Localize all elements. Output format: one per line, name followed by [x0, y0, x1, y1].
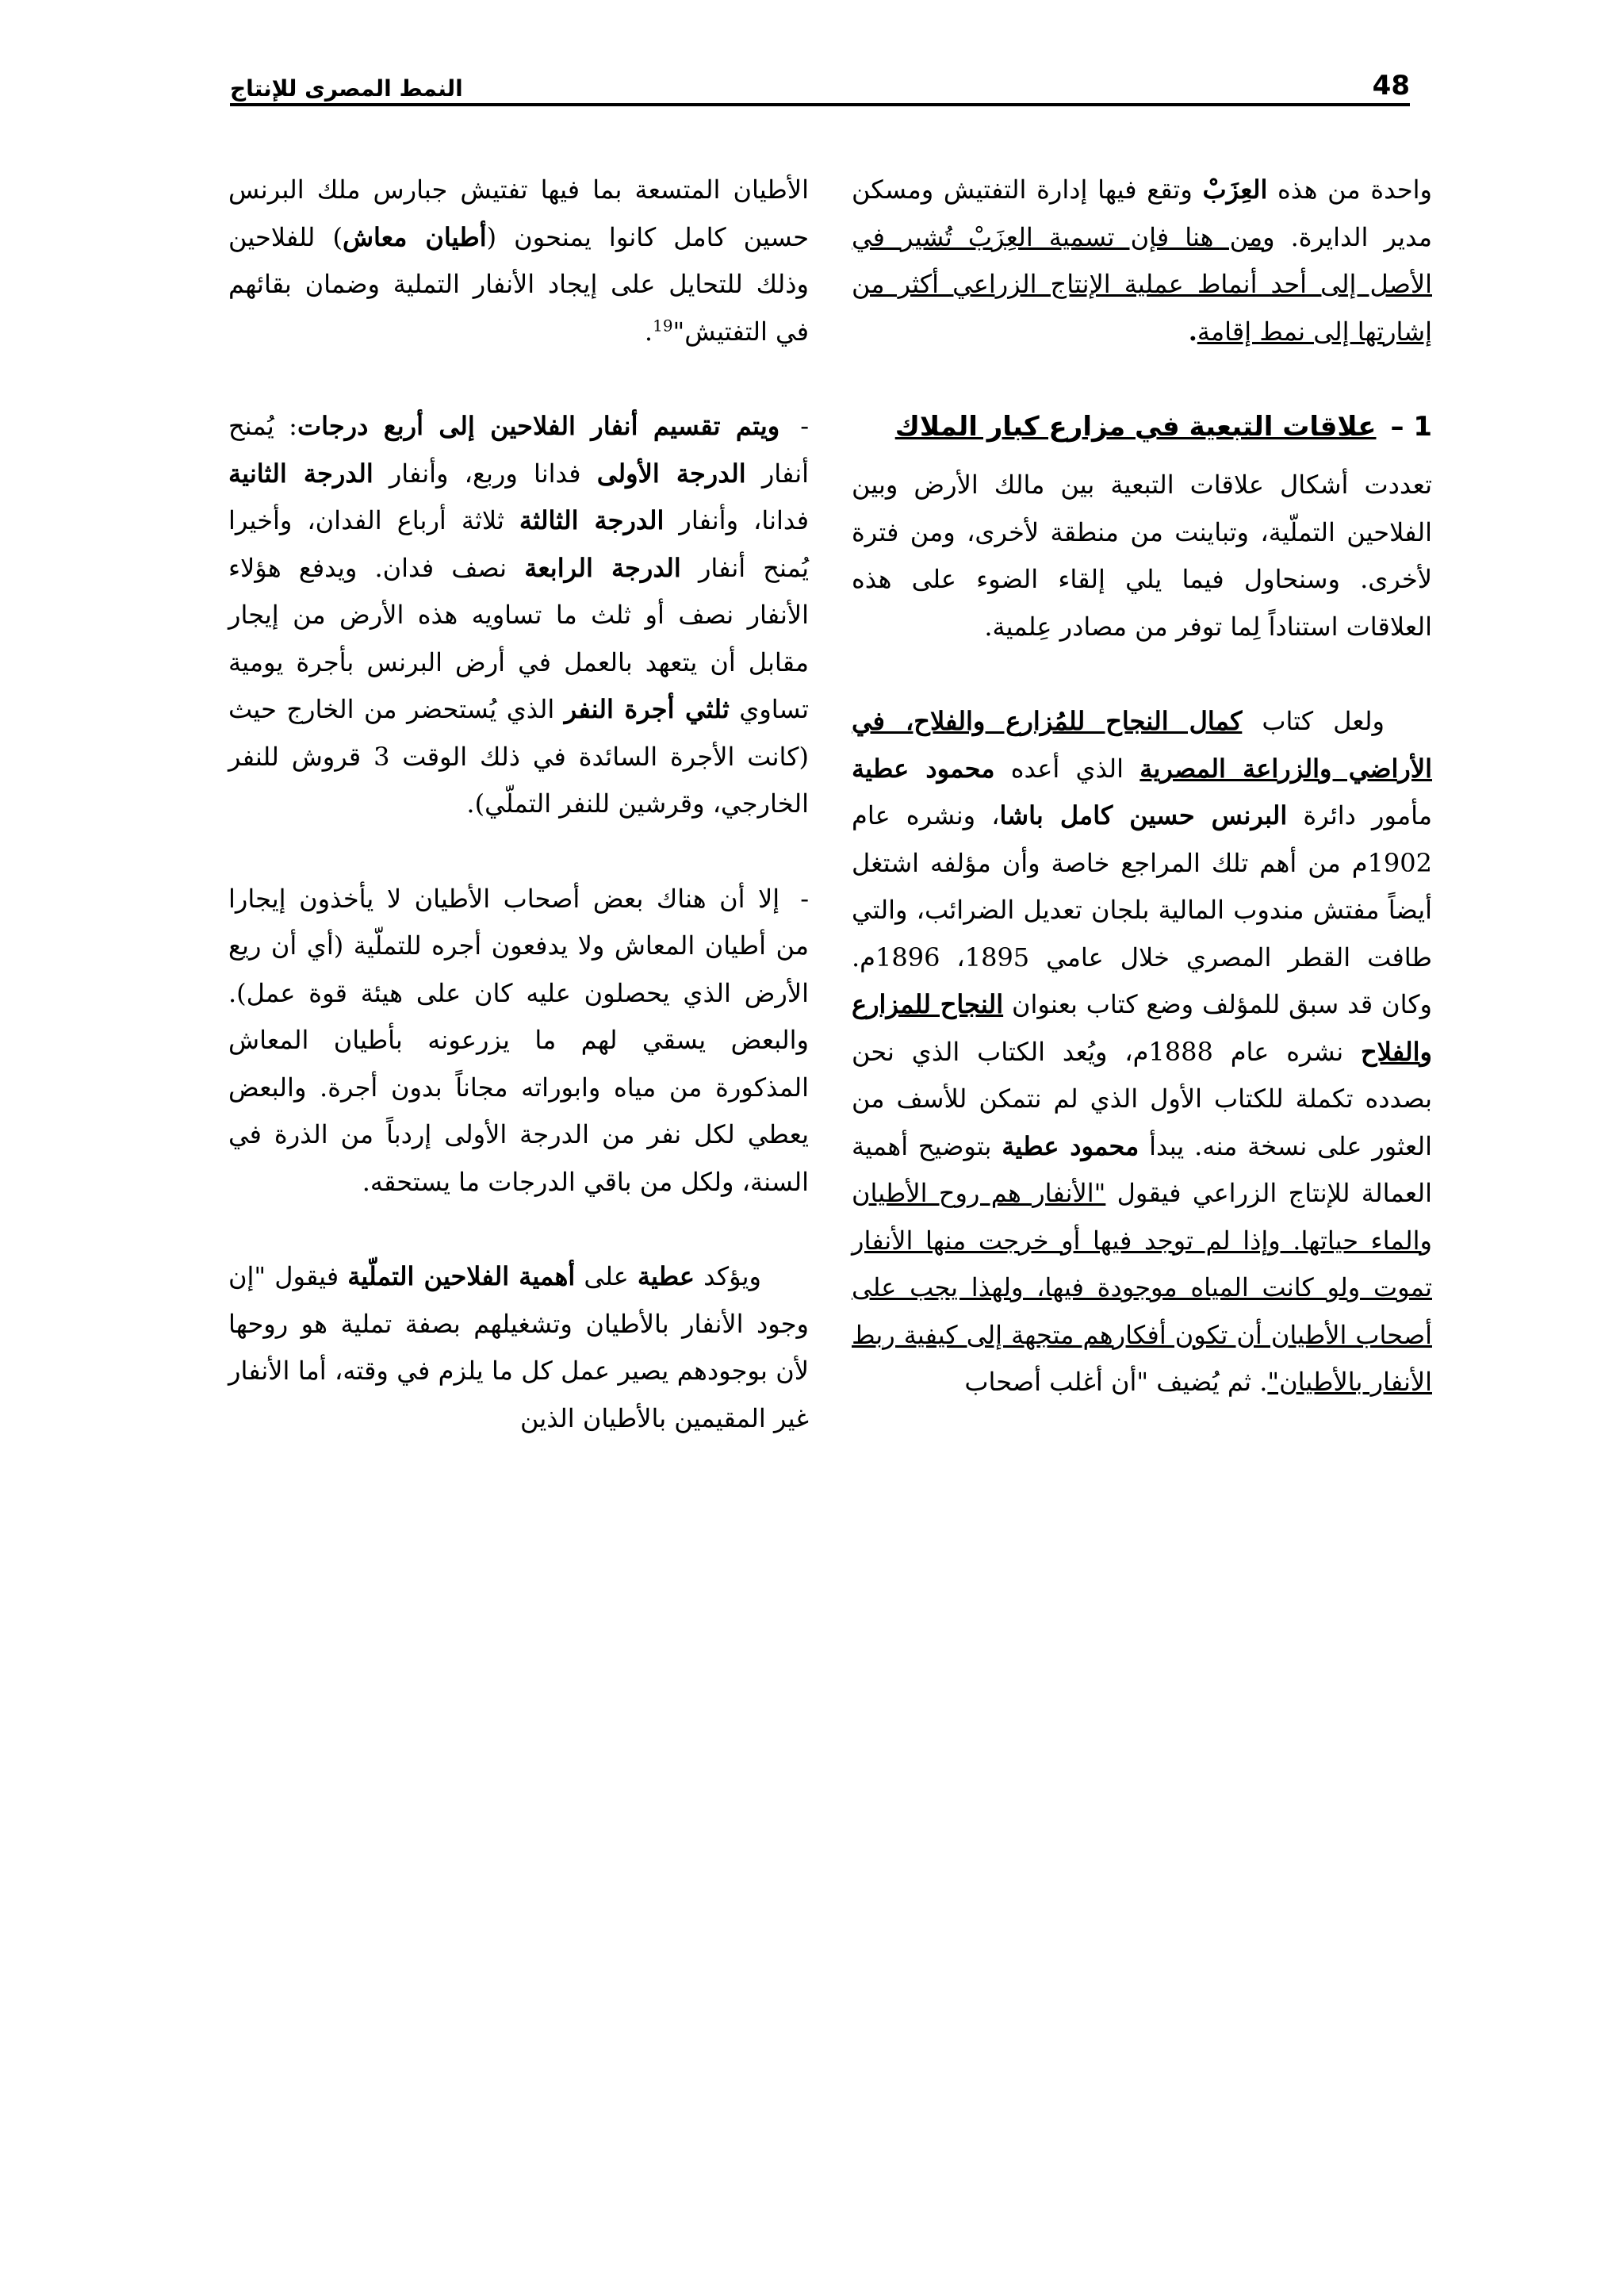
- footnote-ref[interactable]: 19: [653, 315, 673, 335]
- paragraph-right-2: تعددت أشكال علاقات التبعية بين مالك الأرض وبين الفلاحين التملّية، وتباينت من منطقة لأخرى، ومن فترة لأخرى. وسنحاول فيما يلي إلقاء الضوء على هذه العلاقات استناداً لِما توفر من مصادر عِلمية.: [852, 470, 1432, 642]
- paragraph-left-3: [228, 876, 809, 1206]
- text: .: [1188, 316, 1197, 347]
- text: على: [575, 1261, 638, 1291]
- text: الذي أعده: [994, 753, 1140, 784]
- text: ، ونشره عام 1902م من أهم تلك المراجع خاصة وأن مؤلفه اشتغل أيضاً مفتش مندوب المالية بلجان تعديل الضرائب، والتي طافت القطر المصري خلال عامي 1895، 1896م. وكان قد سبق للمؤلف وضع كتاب بعنوان: [852, 800, 1433, 1019]
- text: الذي يُستحضر من الخارج حيث (كانت الأجرة السائدة في ذلك الوقت 3 قروش للنفر الخارجي، وقرشين للنفر التملّي).: [228, 694, 810, 819]
- text: نصف فدان. ويدفع هؤلاء الأنفار نصف أو ثلث ما تساويه هذه الأرض من إيجار مقابل أن يتعهد بالعمل في أرض البرنس بأجرة يومية تساوي: [228, 552, 809, 724]
- bold-term: الدرجة الثانية: [228, 458, 373, 489]
- section-heading: [852, 403, 1432, 451]
- section-title: علاقات التبعية في مزارع كبار الملاك: [894, 411, 1377, 443]
- list-dash: -: [800, 411, 810, 441]
- text: إلا أن هناك بعض أصحاب الأطيان لا يأخذون إيجارا من أطيان المعاش ولا يدفعون أجره للتملّية (أي أن ريع الأرض الذي يحصلون عليه كان على هيئة قوة عمل). والبعض يسقي لهم ما يزرعونه بأطيان المعاش المذكورة من مياه وابوراته مجاناً بدون أجرة. والبعض يعطي لكل نفر من الدرجة الأولى إردباً من الذرة في السنة، ولكل من باقي الدرجات ما يستحقه.: [228, 883, 810, 1197]
- bold-term: الدرجة الثالثة: [519, 505, 665, 535]
- page-number: 48: [1362, 70, 1410, 102]
- text: فدانا وربع، وأنفار: [373, 458, 597, 489]
- prince-name: البرنس حسين كامل باشا: [999, 800, 1288, 830]
- list-dash: -: [800, 883, 809, 914]
- bold-lead: ويتم تقسيم أنفار الفلاحين إلى أربع درجات: [297, 411, 780, 441]
- underlined-text: ومن هنا فإن تسمية العِزَبْ تُشير في الأصل إلى أحد أنماط عملية الإنتاج الزراعي أكثر من إشارتها إلى نمط إقامة: [852, 221, 1432, 347]
- text: نشره عام 1888م، ويُعد الكتاب الذي نحن بصدده تكملة للكتاب الأول الذي لم نتمكن للأسف من العثور على نسخة منه. يبدأ: [852, 1036, 1433, 1161]
- text: . ثم يُضيف "أن أغلب أصحاب: [964, 1367, 1268, 1397]
- bold-term: ثلثي أجرة النفر: [564, 694, 730, 724]
- paragraph-right-3: [852, 698, 1432, 1406]
- text: .: [644, 316, 653, 347]
- page-header: [230, 63, 1410, 111]
- header-rule: [230, 103, 1410, 106]
- text: فدانا، وأنفار: [664, 505, 810, 535]
- text: ثلاثة أرباع الفدان، وأخيرا يُمنح أنفار: [228, 505, 809, 583]
- section-number: 1 –: [1390, 411, 1432, 443]
- paragraph-left-2: [228, 403, 809, 828]
- bold-term: الدرجة الأولى: [596, 458, 746, 489]
- text: : يُمنح أنفار: [228, 411, 809, 489]
- text: واحدة من هذه: [1267, 175, 1433, 205]
- text: بتوضيح أهمية العمالة للإنتاج الزراعي فيقول: [852, 1130, 1433, 1208]
- bold-term: أهمية الفلاحين التملّية: [347, 1261, 576, 1291]
- right-column: [852, 167, 1432, 1454]
- bold-term: أطيان معاش: [342, 221, 487, 252]
- author-name: محمود عطية: [852, 753, 995, 784]
- book-title-2: النجاح للمزارع والفلاح: [852, 989, 1432, 1067]
- text: وتقع فيها إدارة التفتيش ومسكن مدير الدايرة.: [852, 175, 1433, 252]
- text: ) للفلاحين وذلك للتحايل على إيجاد الأنفار التملية وضمان بقائهم في التفتيش": [228, 221, 810, 347]
- text: مأمور دائرة: [1287, 800, 1433, 830]
- paragraph-right-1: [852, 167, 1432, 355]
- text: ولعل كتاب: [1242, 706, 1385, 736]
- underlined-quote: "الأنفار هم روح الأطيان والماء حياتها. وإذا لم توجد فيها أو خرجت منها الأنفار تموت ولو كانت المياه موجودة فيها، ولهذا يجب على أصحاب الأطيان أن تكون أفكارهم متجهة إلى كيفية ربط الأنفار بالأطيان": [852, 1178, 1433, 1397]
- bold-term: عطية: [637, 1261, 695, 1291]
- bold-term-ezab: العِزَبْ: [1202, 175, 1268, 205]
- paragraph-left-1: [228, 167, 809, 355]
- text: الأطيان المتسعة بما فيها تفتيش جبارس ملك البرنس حسين كامل كانوا يمنحون (: [228, 175, 810, 252]
- running-title: النمط المصرى للإنتاج: [230, 75, 474, 102]
- left-column: [228, 167, 809, 1490]
- bold-term: الدرجة الرابعة: [524, 552, 681, 583]
- paragraph-left-4: [228, 1253, 809, 1442]
- text: ويؤكد: [695, 1261, 762, 1291]
- book-title-1: كمال النجاح للمُزارع والفلاح، في الأراضي والزراعة المصرية: [852, 706, 1433, 784]
- text: فيقول "إن وجود الأنفار بالأطيان وتشغيلهم بصفة تملية هو روحها لأن بوجودهم يصير عمل كل ما يلزم في وقته، أما الأنفار غير المقيمين بالأطيان الذين: [228, 1261, 810, 1433]
- author-name: محمود عطية: [1002, 1130, 1139, 1161]
